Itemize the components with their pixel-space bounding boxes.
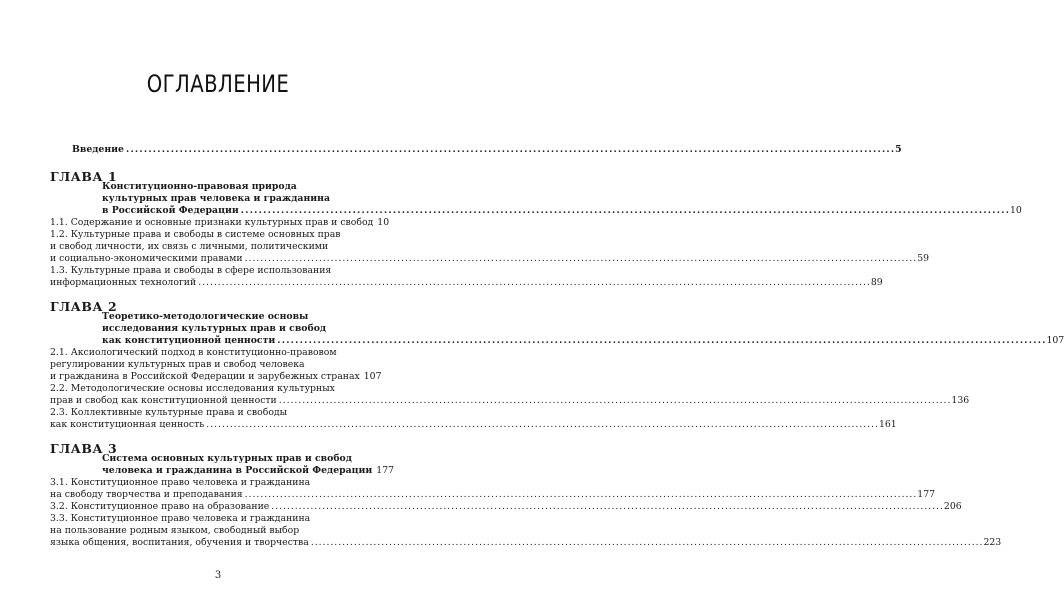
dot-leader	[311, 537, 982, 549]
dot-leader	[245, 489, 916, 501]
dot-leader	[241, 205, 1008, 217]
toc-entry-text: на пользование родным языком, свободный выбор	[50, 525, 300, 536]
toc-entry	[50, 217, 390, 229]
toc-entry-text: 2.1. Аксиологический подход в конституционно-правовом	[50, 347, 337, 358]
toc-entry	[50, 253, 930, 265]
toc-entry-text: языка общения, воспитания, обучения и творчества	[50, 537, 309, 548]
toc-page-number: 177	[376, 465, 395, 476]
page-number: 3	[214, 570, 222, 581]
toc-entry	[50, 277, 883, 289]
toc-entry-text: регулировании культурных прав и свобод человека	[50, 359, 305, 370]
chapter-heading-line	[102, 465, 395, 477]
toc-entry-text: человека и гражданина в Российской Федерации	[102, 465, 373, 476]
toc-entry	[50, 501, 962, 513]
toc-page-number: 10	[1009, 205, 1022, 216]
chapter-heading-line	[102, 335, 1064, 347]
toc-entry-text: 1.2. Культурные права и свободы в системе основных прав	[50, 229, 341, 240]
dot-leader	[277, 335, 1044, 347]
toc-page-number: 10	[377, 217, 390, 228]
toc-entry-text: и социально-экономическими правами	[50, 253, 243, 264]
toc-entry-text: 3.1. Конституционное право человека и гражданина	[50, 477, 311, 488]
toc-entry-text: 2.3. Коллективные культурные права и свободы	[50, 407, 288, 418]
toc-entry-text: и гражданина в Российской Федерации и зарубежных странах	[50, 371, 360, 382]
dot-leader	[245, 253, 916, 265]
toc-page-number: 107	[363, 371, 382, 382]
chapter-heading-line: исследования культурных прав и свобод	[102, 323, 327, 334]
dot-leader	[126, 144, 893, 156]
toc-entry-text: прав и свобод как конституционной ценности	[50, 395, 277, 406]
dot-leader	[271, 501, 942, 513]
toc-entry-text: 1.1. Содержание и основные признаки культурных прав и свобод	[50, 217, 374, 228]
toc-entry-text: 3.2. Конституционное право на образование	[50, 501, 270, 512]
toc-entry-text: как конституционная ценность	[50, 419, 205, 430]
toc-page-number: 206	[943, 501, 962, 512]
dot-leader	[198, 277, 869, 289]
toc-entry-intro	[72, 144, 902, 156]
chapter-label: ГЛАВА 1	[50, 169, 118, 184]
toc-entry	[50, 419, 897, 431]
toc-page-number: 59	[917, 253, 930, 264]
chapter-heading-line: Система основных культурных прав и свобод	[102, 453, 352, 464]
dot-leader	[279, 395, 950, 407]
toc-page-number: 161	[878, 419, 897, 430]
toc-entry-text: в Российской Федерации	[102, 205, 239, 216]
toc-entry-text: Введение	[72, 144, 124, 155]
dot-leader	[206, 419, 877, 431]
toc-page-number: 177	[917, 489, 936, 500]
toc-entry-text: информационных технологий	[50, 277, 197, 288]
chapter-heading-line: Конституционно-правовая природа	[102, 181, 297, 192]
toc-entry-text: 1.3. Культурные права и свободы в сфере использования	[50, 265, 332, 276]
chapter-label: ГЛАВА 2	[50, 299, 118, 314]
toc-entry-text: 2.2. Методологические основы исследования культурных	[50, 383, 335, 394]
chapter-heading-line: Теоретико-методологические основы	[102, 311, 309, 322]
toc-page-number: 136	[951, 395, 970, 406]
page-title: ОГЛАВЛЕНИЕ	[146, 70, 290, 98]
toc-entry	[50, 489, 936, 501]
chapter-label: ГЛАВА 3	[50, 441, 118, 456]
chapter-heading-line	[102, 205, 1022, 217]
toc-page-number: 89	[870, 277, 883, 288]
toc-entry-text: 3.3. Конституционное право человека и гражданина	[50, 513, 311, 524]
toc-entry	[50, 395, 970, 407]
toc-entry-text: на свободу творчества и преподавания	[50, 489, 243, 500]
toc-page-number: 107	[1046, 335, 1064, 346]
toc-page-number: 5	[895, 144, 902, 155]
toc-entry-text: и свобод личности, их связь с личными, политическими	[50, 241, 329, 252]
toc-entry	[50, 371, 382, 383]
toc-entry	[50, 537, 1002, 549]
chapter-heading-line: культурных прав человека и гражданина	[102, 193, 330, 204]
toc-page-number: 223	[983, 537, 1002, 548]
toc-entry-text: как конституционной ценности	[102, 335, 276, 346]
